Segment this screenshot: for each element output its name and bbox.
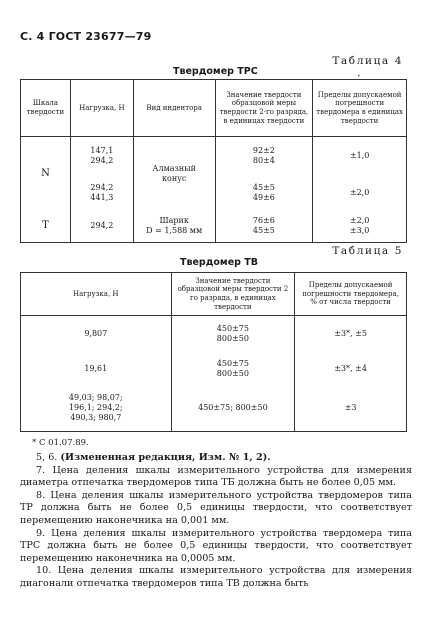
table-4-indenter: Алмазный (152, 163, 196, 173)
table-5-caption: Таблица 5 (332, 245, 403, 257)
table-5-load: 49,03; 98,07; (68, 393, 123, 403)
table-4-load: 294,2 (70, 211, 133, 243)
table-5-value: 450±75 (216, 323, 249, 333)
paragraph-8: 8. Цена деления шкалы измерительного устройства твердомеров типа ТР должна быть не более 0,5 единицы твердости, что соответствует перемещению наконечника на 0,001 мм. (20, 489, 412, 526)
table-5 (20, 272, 407, 432)
table-4-error: ±1,0 (313, 137, 407, 175)
table-4-value: 49±6 (252, 192, 275, 202)
table-5-error: ±3 (295, 386, 407, 432)
table-4-load: 147,1 (90, 145, 114, 155)
table-4-load: 294,2 (90, 155, 114, 165)
table-4-header-indenter: Вид индентора (133, 80, 215, 137)
table-4-value: 45±5 (252, 182, 275, 192)
table-4-load-cell (70, 175, 133, 211)
paragraph-10: 10. Цена деления шкалы измерительного устройства для измерения диагонали отпечатка твердомеров типа ТВ должна быть (20, 565, 412, 589)
table-4-indenter: Шарик (159, 216, 189, 226)
table-4-value-cell (215, 175, 313, 211)
table-4-indenter: конус (162, 173, 187, 183)
table-5-error: ±3*, ±4 (295, 352, 407, 386)
table-4-header-error: Пределы допускаемой погрешности твердомера в единицах твердости (313, 80, 407, 137)
table-4-load: 441,3 (90, 192, 114, 202)
table-4-value: 45±5 (252, 226, 275, 236)
table-4-value: 80±4 (252, 155, 275, 165)
table-4-error-cell (313, 211, 407, 243)
footnote: * С 01.07.89. (32, 438, 89, 448)
table-4-value-cell (215, 211, 313, 243)
table-5-header-value: Значение твердости образцовой меры твердости 2 го разряда, в единицах твердости (171, 273, 295, 316)
table-5-value: 800±50 (216, 368, 249, 378)
table-4-indenter-cell (133, 211, 215, 243)
table-5-error: ±3*, ±5 (295, 316, 407, 352)
table-5-load: 9,807 (21, 316, 172, 352)
table-4-value: 76±6 (252, 216, 275, 226)
table-5-load: 196,1; 294,2; (68, 403, 123, 413)
paragraph-7: 7. Цена деления шкалы измерительного устройства для измерения диаметра отпечатка твердомеров типа ТБ должна быть не более 0,05 мм. (20, 464, 412, 489)
table-4-value-cell (215, 137, 313, 175)
table-5-header-load: Нагрузка, Н (21, 273, 172, 316)
table-5-value: 800±50 (216, 333, 249, 343)
body-text (20, 452, 412, 591)
table-4-load-cell (70, 137, 133, 175)
paragraph-5-6-amendment: (Измененная редакция, Изм. № 1, 2). (60, 452, 271, 463)
table-4-error: ±2,0 (349, 216, 370, 226)
table-4-value: 92±2 (252, 145, 275, 155)
table-5-load-cell (21, 386, 172, 432)
table-4-title: Твердомер ТРС (173, 66, 258, 77)
table-4-error: ±2,0 (313, 175, 407, 211)
paragraph-5-6 (20, 452, 412, 465)
table-5-value: 450±75 (216, 358, 249, 368)
table-4 (20, 79, 407, 243)
table-4-error: ±3,0 (349, 226, 370, 236)
paragraph-9: 9. Цена деления шкалы измерительного устройства твердомера типа ТРС должна быть не более 0,5 единицы твердости, что соответствует перемещению наконечника на 0,0005 мм. (20, 527, 412, 564)
table-4-indenter: D = 1,588 мм (146, 226, 203, 236)
page-header: С. 4 ГОСТ 23677—79 (20, 30, 152, 43)
table-5-value-cell (171, 316, 295, 352)
table-4-scale-n: N (21, 137, 71, 211)
table-4-header-load: Нагрузка, Н (70, 80, 133, 137)
table-5-value-cell (171, 352, 295, 386)
scan-mark: • (357, 73, 361, 80)
table-4-caption: Таблица 4 (332, 55, 403, 67)
table-4-scale-t: Т (21, 211, 71, 243)
paragraph-5-6-number: 5, 6. (36, 452, 58, 463)
table-5-title: Твердомер ТВ (180, 257, 258, 268)
table-5-load: 19,61 (21, 352, 172, 386)
table-4-indenter-cell (133, 137, 215, 211)
table-5-load: 490,3; 980,7 (70, 413, 122, 423)
table-4-header-value: Значение твердости образцовой меры твердости 2-го разряда, в единицах твердости (215, 80, 313, 137)
table-4-load: 294,2 (90, 182, 114, 192)
table-4-header-scale: Шкала твердости (21, 80, 71, 137)
table-5-value: 450±75; 800±50 (171, 386, 295, 432)
table-5-header-error: Пределы допускаемой погрешности твердомера, % от числа твердости (295, 273, 407, 316)
